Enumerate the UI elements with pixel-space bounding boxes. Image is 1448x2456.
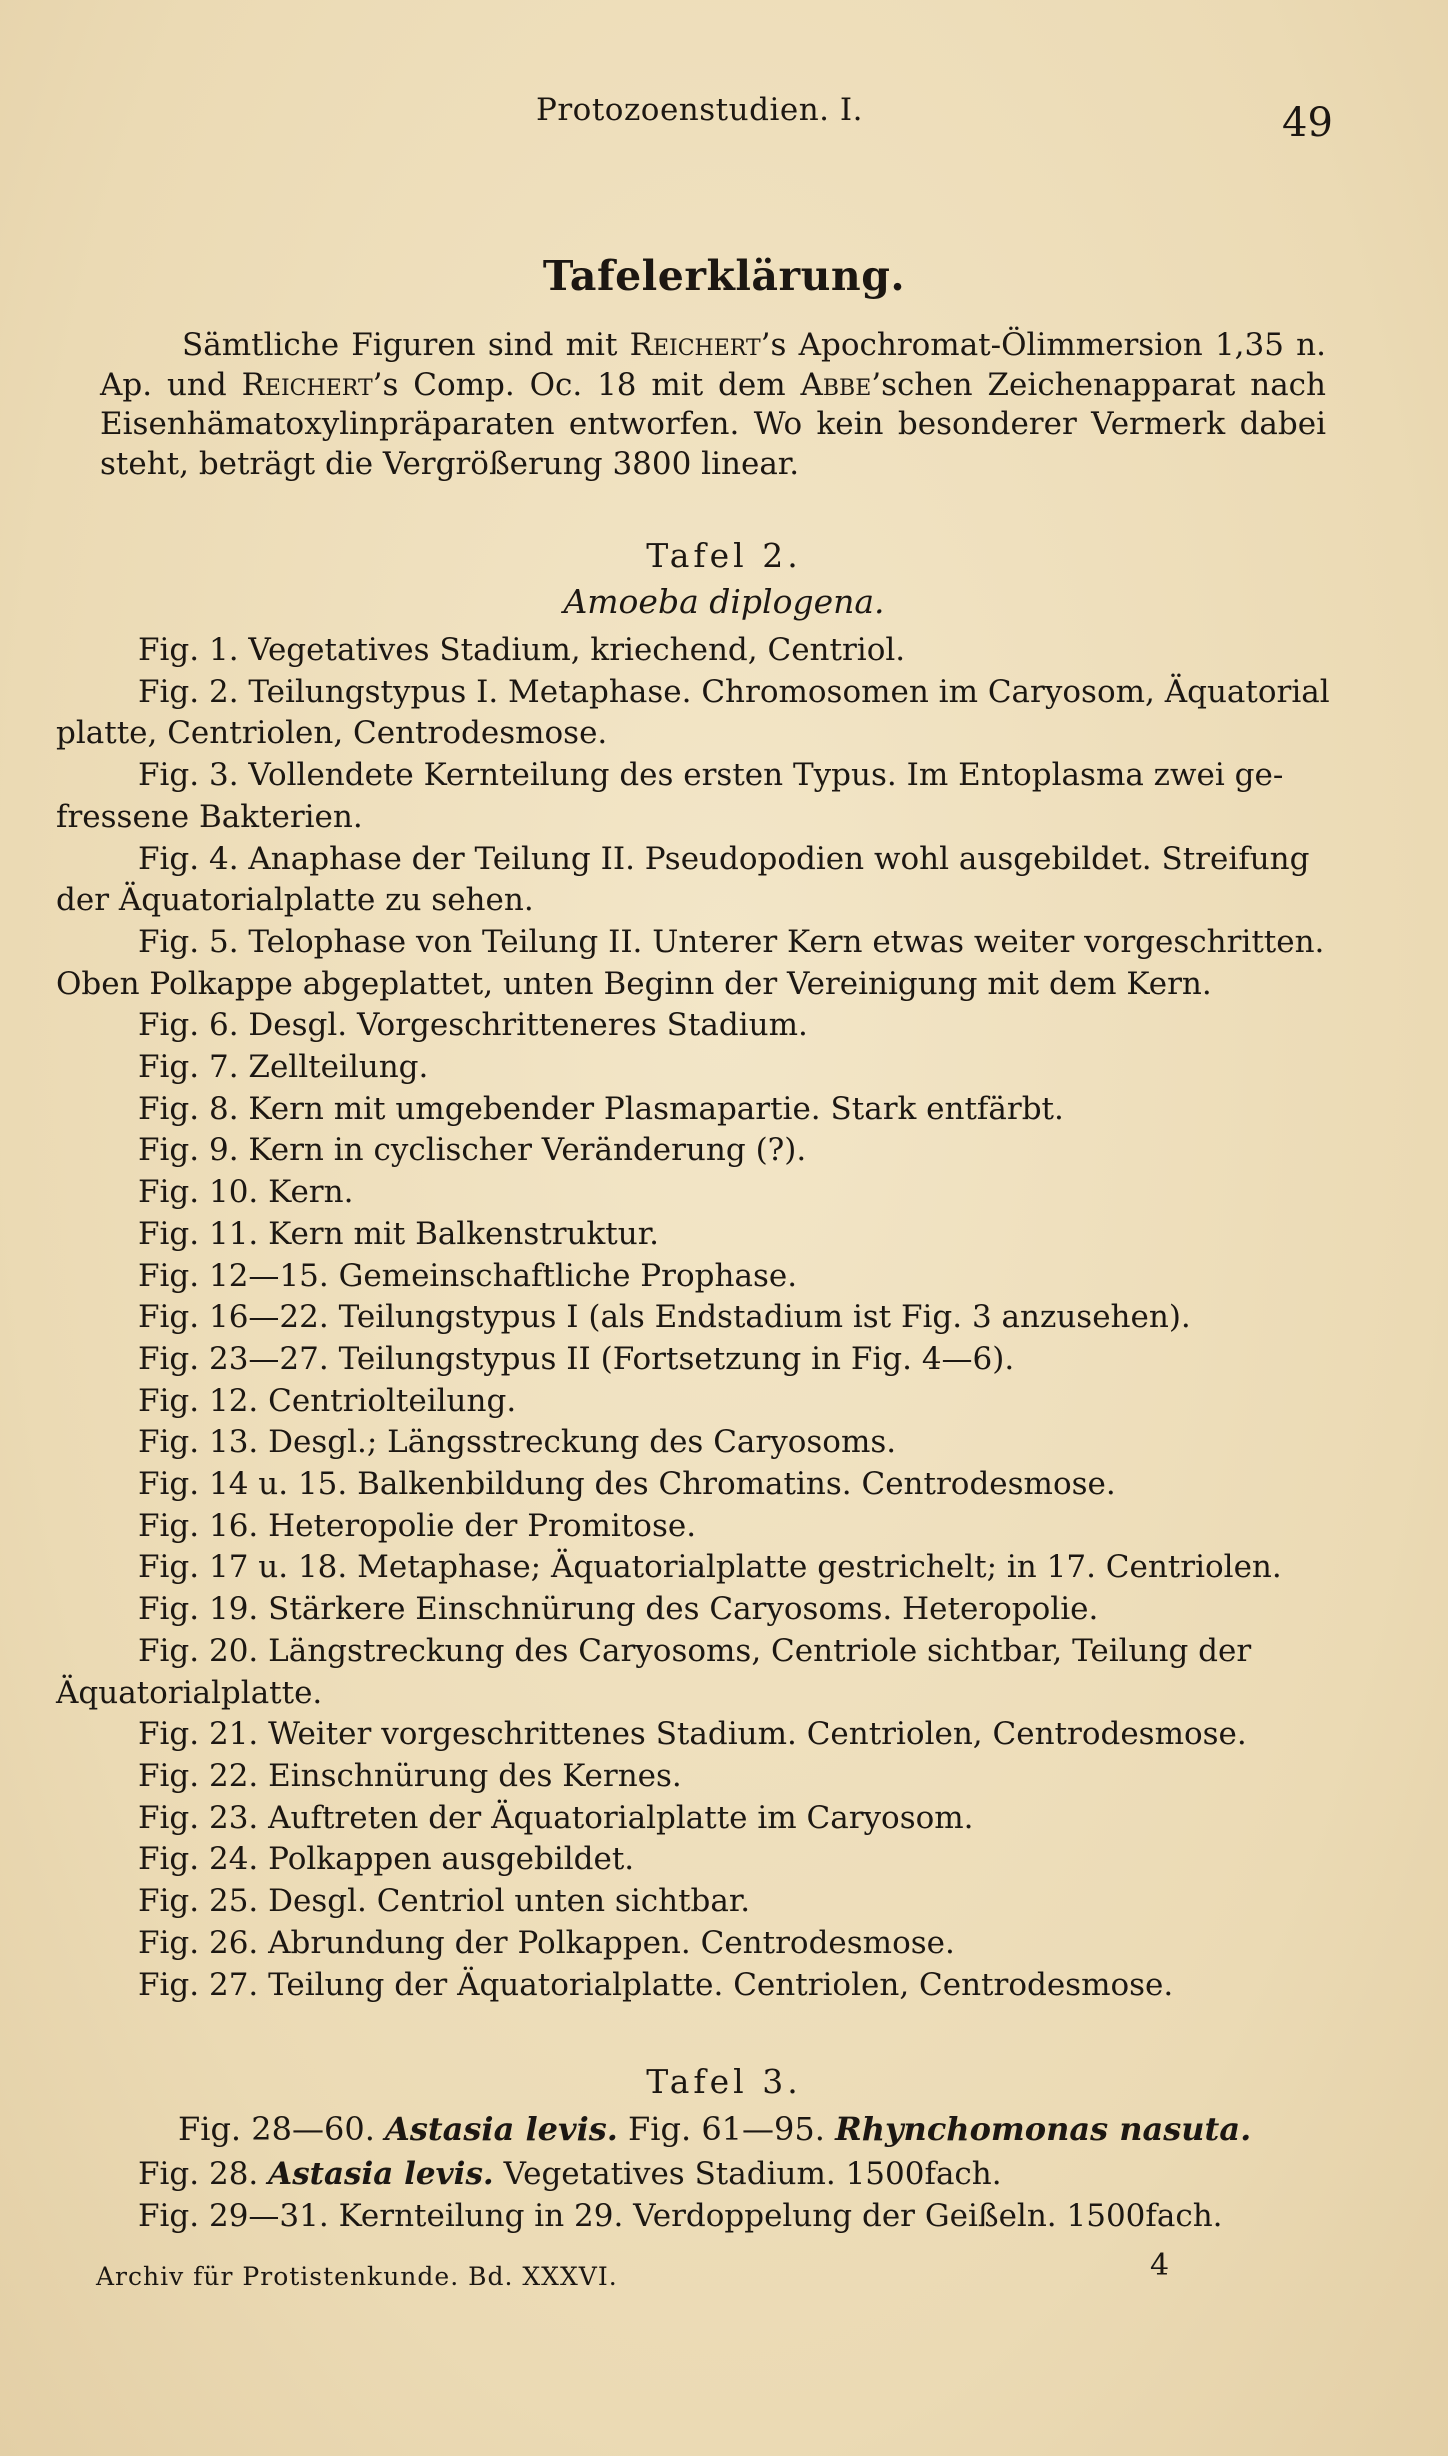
intro-text-2: ’s Apochromat-Ölimmersion 1,35 n. Ap. und (100, 327, 1326, 403)
legend-text: Fig. 5. Telophase von Teilung II. Unterer Kern etwas weiter vorgeschritten. (138, 923, 1325, 960)
legend-line (56, 1506, 1338, 1548)
legend-line (56, 880, 1338, 922)
legend-text: Fig. 16—22. Teilungstypus I (als Endstadium ist Fig. 3 anzusehen). (138, 1299, 1191, 1336)
intro-paragraph (100, 326, 1326, 484)
legend-text: Fig. 4. Anaphase der Teilung II. Pseudopodien wohl ausgebildet. Streifung (138, 840, 1310, 877)
legend-text: fressene Bakterien. (56, 798, 363, 835)
tafel-3-line-2: Fig. 29—31. Kernteilung in 29. Verdoppelung der Geißeln. 1500fach. (138, 2198, 1223, 2234)
legend-text: Oben Polkappe abgeplattet, unten Beginn der Vereinigung mit dem Kern. (56, 965, 1212, 1002)
tafel-2-title: Tafel 2. (646, 536, 802, 575)
legend-text: Fig. 8. Kern mit umgebender Plasmapartie. Stark entfärbt. (138, 1090, 1064, 1127)
legend-line (56, 1965, 1338, 2007)
legend-line (56, 672, 1338, 714)
legend-line (56, 1256, 1338, 1298)
summary-species-2: Rhynchomonas nasuta. (835, 2110, 1252, 2148)
section-heading: Tafelerklärung. (542, 252, 906, 300)
legend-line (56, 1714, 1338, 1756)
legend-text: Fig. 6. Desgl. Vorgeschritteneres Stadium. (138, 1007, 808, 1044)
tafel-3-summary (178, 2110, 1251, 2148)
legend-text: Fig. 19. Stärkere Einschnürung des Caryosoms. Heteropolie. (138, 1591, 1099, 1628)
legend-line (56, 1214, 1338, 1256)
legend-line (56, 964, 1338, 1006)
legend-line (56, 1339, 1338, 1381)
legend-line (56, 1589, 1338, 1631)
summary-species-1: Astasia levis. (385, 2110, 618, 2148)
legend-text: Fig. 14 u. 15. Balkenbildung des Chromatins. Centrodesmose. (138, 1466, 1116, 1503)
line1-text: Vegetatives Stadium. 1500fach. (503, 2156, 1002, 2192)
intro-name-reichert-2: Reichert (241, 366, 373, 403)
legend-text: Fig. 12. Centriolteilung. (138, 1382, 517, 1419)
legend-line (56, 1089, 1338, 1131)
legend-line (56, 839, 1338, 881)
intro-name-reichert-1: Reichert (629, 327, 761, 363)
legend-text: Fig. 1. Vegetatives Stadium, kriechend, Centriol. (138, 632, 906, 668)
tafel-3-title: Tafel 3. (646, 2062, 802, 2101)
page-number: 49 (1282, 100, 1333, 146)
legend-line (56, 1798, 1338, 1840)
intro-text-4: ’schen Zeichenapparat nach Eisenhämatoxylinpräparaten entworfen. Wo kein besonderer Vermerk dabei steht, beträgt die Vergrößerung 3800 linear. (100, 366, 1326, 482)
legend-text: Fig. 20. Längstreckung des Caryosoms, Centriole sichtbar, Teilung der (138, 1632, 1252, 1669)
legend-line (56, 1839, 1338, 1881)
legend-text: Fig. 25. Desgl. Centriol unten sichtbar. (138, 1883, 751, 1920)
legend-text: Fig. 24. Polkappen ausgebildet. (138, 1841, 635, 1878)
journal-footer: Archiv für Protistenkunde. Bd. XXXVI. (96, 2262, 618, 2291)
legend-text: Fig. 3. Vollendete Kernteilung des ersten Typus. Im Entoplasma zwei ge- (138, 757, 1284, 794)
legend-text: Fig. 23—27. Teilungstypus II (Fortsetzung in Fig. 4—6). (138, 1340, 1015, 1377)
line1-species: Astasia levis. (268, 2156, 494, 2192)
running-title: Protozoenstudien. I. (536, 92, 863, 128)
figure-legend-list (56, 630, 1338, 2006)
legend-line (56, 1047, 1338, 1089)
legend-line (56, 797, 1338, 839)
summary-fig-range-1: Fig. 28—60. (178, 2110, 375, 2148)
intro-text-3: ’s Comp. Oc. 18 mit dem (372, 366, 801, 403)
legend-line (56, 1756, 1338, 1798)
legend-text: Fig. 17 u. 18. Metaphase; Äquatorialplatte gestrichelt; in 17. Centriolen. (138, 1549, 1282, 1586)
legend-text: Fig. 23. Auftreten der Äquatorialplatte im Caryosom. (138, 1799, 974, 1836)
legend-text: Fig. 22. Einschnürung des Kernes. (138, 1757, 682, 1794)
legend-text: der Äquatorialplatte zu sehen. (56, 882, 534, 919)
legend-text: Fig. 12—15. Gemeinschaftliche Prophase. (138, 1257, 798, 1294)
legend-line (56, 1631, 1338, 1673)
legend-line (56, 1172, 1338, 1214)
legend-text: Fig. 10. Kern. (138, 1174, 354, 1211)
legend-text: platte, Centriolen, Centrodesmose. (56, 715, 608, 752)
legend-text: Fig. 11. Kern mit Balkenstruktur. (138, 1215, 659, 1252)
legend-line (56, 1005, 1338, 1047)
legend-line (56, 755, 1338, 797)
legend-line (56, 713, 1338, 755)
legend-text: Fig. 21. Weiter vorgeschrittenes Stadium. Centriolen, Centrodesmose. (138, 1716, 1247, 1753)
legend-line (56, 1673, 1338, 1715)
legend-line (56, 922, 1338, 964)
legend-line (56, 630, 1338, 672)
legend-text: Fig. 13. Desgl.; Längsstreckung des Caryosoms. (138, 1424, 897, 1461)
summary-fig-range-2: Fig. 61—95. (628, 2110, 825, 2148)
legend-text: Fig. 26. Abrundung der Polkappen. Centrodesmose. (138, 1924, 955, 1961)
legend-text: Fig. 9. Kern in cyclischer Veränderung (?). (138, 1132, 807, 1169)
legend-line (56, 1130, 1338, 1172)
legend-text: Äquatorialplatte. (56, 1674, 323, 1711)
legend-text: Fig. 7. Zellteilung. (138, 1049, 429, 1086)
legend-text: Fig. 16. Heteropolie der Promitose. (138, 1507, 697, 1544)
legend-line (56, 1297, 1338, 1339)
legend-line (56, 1381, 1338, 1423)
legend-text: Fig. 2. Teilungstypus I. Metaphase. Chromosomen im Caryosom, Äquatorial (138, 673, 1330, 710)
legend-line (56, 1923, 1338, 1965)
legend-line (56, 1422, 1338, 1464)
legend-text: Fig. 27. Teilung der Äquatorialplatte. Centriolen, Centrodesmose. (138, 1966, 1174, 2003)
signature-mark: 4 (1150, 2248, 1170, 2283)
legend-line (56, 1464, 1338, 1506)
line1-fig: Fig. 28. (138, 2156, 259, 2192)
intro-text-1: Sämtliche Figuren sind mit (182, 327, 630, 363)
tafel-3-line-1 (138, 2156, 1002, 2192)
intro-name-abbe: Abbe (800, 366, 872, 403)
legend-line (56, 1547, 1338, 1589)
tafel-2-species: Amoeba diplogena. (563, 582, 885, 621)
legend-line (56, 1881, 1338, 1923)
